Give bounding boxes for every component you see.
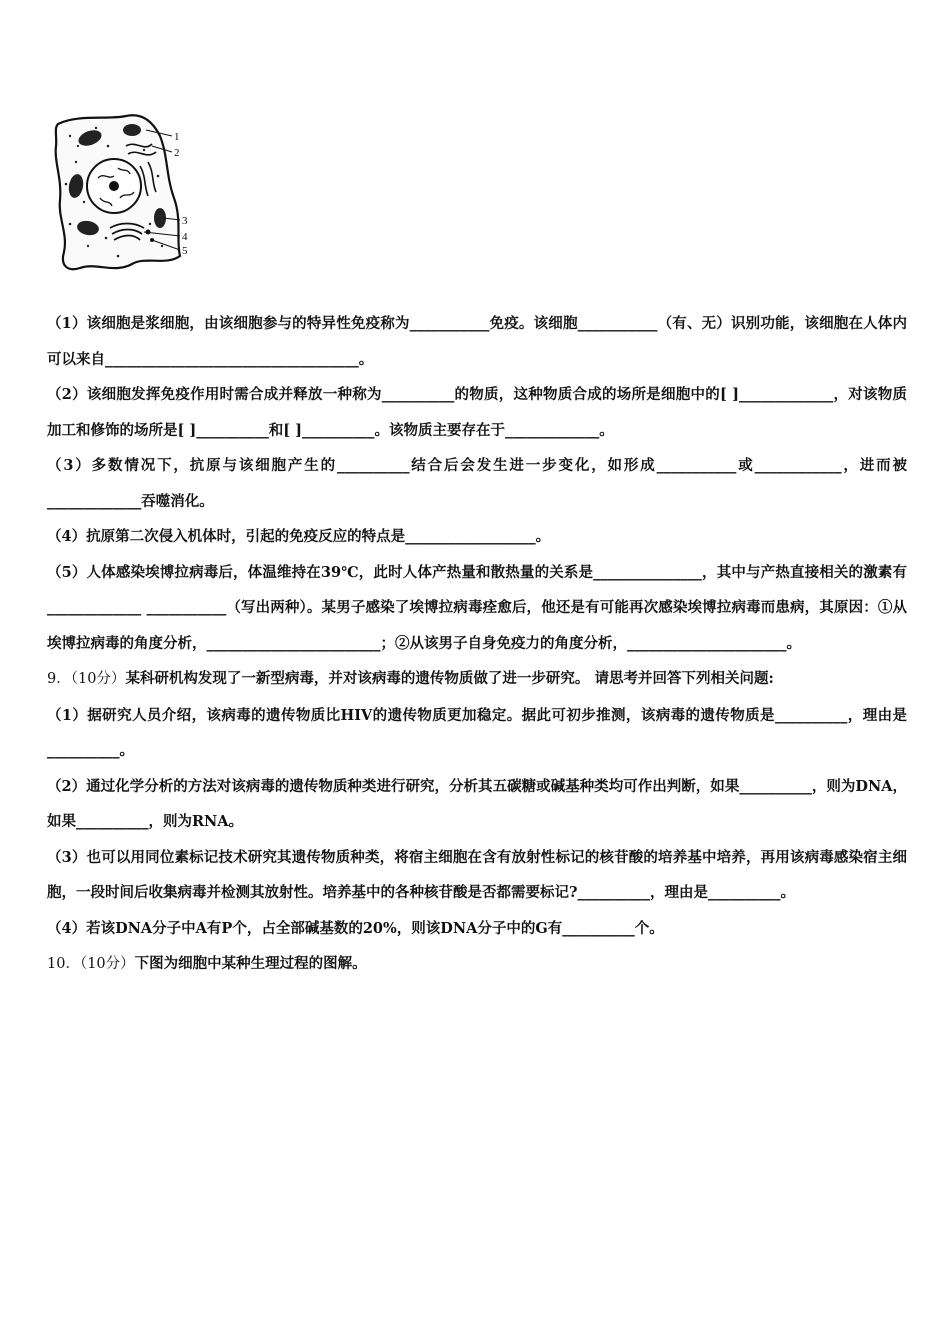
q8-part4: （4）抗原第二次侵入机体时，引起的免疫反应的特点是__________________。 (47, 528, 551, 545)
label-1: 1 (174, 131, 180, 143)
q9-part4: （4）若该DNA分子中A有P个，占全部碱基数的20%，则该DNA分子中的G有__________个。 (47, 919, 664, 937)
q10-heading (47, 946, 907, 983)
q8-part2: （2）该细胞发挥免疫作用时需合成并释放一种称为__________的物质，这种物质合成的场所是细胞中的[ ]_____________，对该物质加工和修饰的场所是[ ]__________和[ ]__________。该物质主要存在于_____________。 (47, 386, 907, 439)
label-3: 3 (182, 215, 188, 227)
label-2: 2 (174, 147, 180, 159)
q10-title: 下图为细胞中某种生理过程的图解。 (134, 955, 367, 972)
q8-part3: （3）多数情况下，抗原与该细胞产生的__________结合后会发生进一步变化，如形成___________或____________，进而被_____________吞噬消化。 (47, 457, 907, 510)
q9-part3: （3）也可以用同位素标记技术研究其遗传物质种类，将宿主细胞在含有放射性标记的核苷酸的培养基中培养，再用该病毒感染宿主细胞，一段时间后收集病毒并检测其放射性。培养基中的各种核苷酸是否都需要标记?__________，理由是__________。 (47, 848, 907, 901)
q9-part1: （1）据研究人员介绍，该病毒的遗传物质比HIV的遗传物质更加稳定。据此可初步推测，该病毒的遗传物质是__________，理由是__________。 (47, 706, 907, 759)
question-content (47, 306, 907, 983)
q8-part5: （5）人体感染埃博拉病毒后，体温维持在39℃，此时人体产热量和散热量的关系是_______________，其中与产热直接相关的激素有_____________ ___________（写出两种）。某男子感染了埃博拉病毒痊愈后，他还是有可能再次感染埃博拉病毒而患病，其原因：①从埃博拉病毒的角度分析，________________________；②从该男子自身免疫力的角度分析，______________________。 (47, 563, 907, 652)
q9-number: 9．（10分） (47, 671, 126, 687)
plasma-cell-diagram (48, 106, 208, 276)
q9-heading (47, 661, 907, 698)
label-5: 5 (182, 245, 188, 257)
q8-part1: （1）该细胞是浆细胞，由该细胞参与的特异性免疫称为___________免疫。该细胞___________（有、无）识别功能，该细胞在人体内可以来自___________________________________。 (47, 315, 907, 368)
label-4: 4 (182, 231, 188, 243)
q9-part2: （2）通过化学分析的方法对该病毒的遗传物质种类进行研究，分析其五碳糖或碱基种类均可作出判断，如果__________，则为DNA，如果__________，则为RNA。 (47, 777, 907, 830)
q10-number: 10．（10分） (47, 956, 135, 972)
q9-title: 某科研机构发现了一新型病毒，并对该病毒的遗传物质做了进一步研究。 请思考并回答下列相关问题: (125, 670, 774, 687)
